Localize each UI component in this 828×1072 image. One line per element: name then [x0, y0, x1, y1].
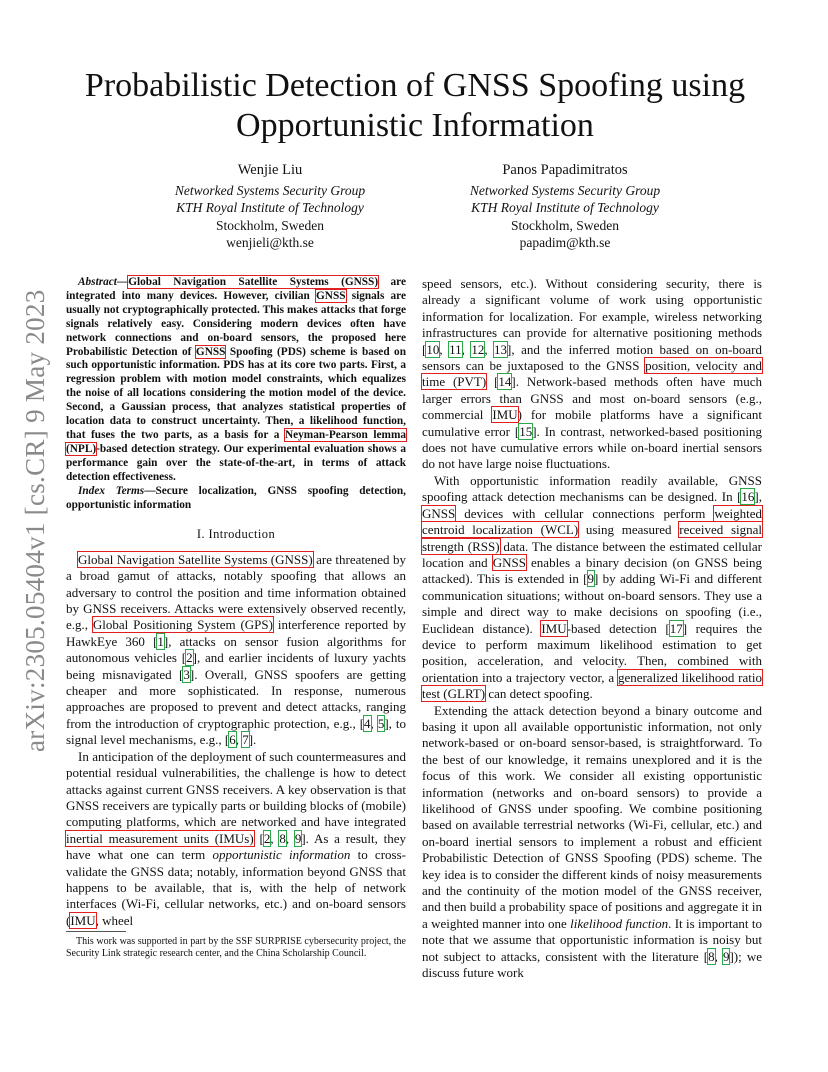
index-terms-label: Index Terms [78, 484, 145, 497]
paper-title: Probabilistic Detection of GNSS Spoofing using Opportunistic Information [84, 67, 746, 144]
citation-link[interactable]: 6 [229, 732, 236, 748]
citation-link[interactable]: 9 [294, 830, 302, 846]
emphasis-text: opportunistic information [212, 847, 351, 863]
arxiv-identifier[interactable]: arXiv:2305.05404v1 [cs.CR] 9 May 2023 [20, 289, 50, 752]
citation-link[interactable]: 3 [183, 666, 190, 682]
citation-link[interactable]: 12 [471, 341, 485, 357]
abstract-label: Abstract [78, 276, 117, 288]
citation-link[interactable]: 2 [263, 830, 271, 846]
citation-link[interactable]: 11 [449, 341, 462, 357]
abstract-text: signals are usually not cryptographically protected. This makes attacks that forge signals relatively easy. Considering modern devices often have network connections and on-board sensors, the proposed here Probabilistic Detection of [66, 289, 406, 358]
acronym-link-rss[interactable]: received signal strength (RSS) [422, 522, 763, 554]
body-text: . It is important to note that we assume that opportunistic information is noisy but not subject to attacks, consistent with the literature [ [422, 915, 763, 964]
citation-link[interactable]: 9 [587, 571, 594, 587]
left-column [66, 276, 406, 929]
right-paragraph-2 [422, 473, 762, 703]
body-text: are threatened by a broad gamut of attacks, notably spoofing that allows an adversary to control the position and time information obtained by GNSS receivers. Attacks were extensively observed recently, e.g., [66, 551, 406, 633]
index-terms-text: —Secure localization, GNSS spoofing detection, opportunistic information [66, 484, 406, 511]
body-text: ] requires the device to perform maximum likelihood estimation to get position, acceleration, and velocity. Then, combined with orientation into a trajectory vector, a [422, 620, 762, 685]
body-text: ], to signal level mechanisms, e.g., [ [66, 715, 407, 748]
acronym-link-imu[interactable]: IMU [492, 407, 518, 423]
acronym-link-pvt[interactable]: position, velocity and time (PVT) [422, 358, 762, 390]
citation-link[interactable]: 14 [498, 374, 512, 390]
body-text: In anticipation of the deployment of such countermeasures and potential residual vulnerabilities, the challenge is how to detect attacks against current GNSS receivers. A key observation is that GNSS receivers are typically parts or building blocks of (mobile) computing platforms, which are networked and have integrated [66, 748, 406, 830]
body-text: ]); we discuss future work [422, 948, 763, 981]
section-heading: I. Introduction [196, 527, 276, 542]
body-text: ], and the inferred motion based on on-board sensors can be juxtaposed to the GNSS [422, 341, 763, 374]
body-text: ]. In contrast, networked-based positioning does not have cumulative errors while on-board inertial sensors do not have large noise fluctuations. [422, 423, 762, 472]
body-text: -based detection [ [566, 620, 670, 636]
citation-link[interactable]: 4 [364, 715, 371, 731]
body-text: ]. As a result, they have what one can term [66, 830, 406, 863]
author-institute: KTH Royal Institute of Technology [471, 200, 659, 215]
author-block-1 [120, 162, 420, 252]
abstract [66, 276, 406, 485]
author-location: Stockholm, Sweden [216, 217, 324, 233]
intro-paragraph-1: Global Navigation Satellite Systems (GNSS) are threatened by a broad gamut of attacks, notably spoofing that allows an adversary to control the position and time information obtained by GNSS receivers. Attacks were extensively observed recently, e.g., Global Positioning System (GPS) interference reported by HawkEye 360 [1], attacks on sensor fusion algorithms for autonomous vehicles [2], and earlier incidents of luxury yachts being misnavigated [3]. Overall, GNSS spoofers are getting cheaper and more sophisticated. In response, numerous approaches are proposed to prevent and detect attacks, ranging from the introduction of cryptographic protection, e.g., [4, 5], to signal level mechanisms, e.g., [6, 7]. [66, 551, 407, 748]
acronym-link-gnss[interactable]: GNSS [195, 345, 226, 358]
author-email[interactable]: wenjieli@kth.se [226, 235, 314, 250]
citation-link[interactable]: 17 [669, 620, 683, 636]
body-text: ) for mobile platforms have a significant cumulative error [ [422, 407, 762, 439]
acronym-link-gnss[interactable]: Global Navigation Satellite Systems (GNSS) [128, 276, 379, 288]
acronym-link-imu[interactable]: inertial measurement units (IMUs) [66, 830, 254, 846]
author-name: Wenjie Liu [237, 162, 303, 178]
citation-link[interactable]: 7 [242, 732, 249, 748]
acronym-link-imu[interactable]: IMU [70, 912, 96, 928]
citation-link[interactable]: 9 [722, 948, 730, 964]
body-text: devices with cellular connections perform [455, 505, 715, 521]
citation-link[interactable]: 2 [186, 650, 193, 666]
author-group: Networked Systems Security Group [174, 182, 366, 198]
acronym-link-gnss[interactable]: GNSS [492, 554, 526, 570]
acronym-link-gnss[interactable]: GNSS [316, 289, 346, 302]
body-text: , wheel [95, 912, 134, 928]
right-paragraph-3: Extending the attack detection beyond a binary outcome and basing it upon all available opportunistic information, not only network-based or on-board sensor-based, is straightforward. To the best of our knowledge, it remains unexplored and it is the focus of this work. We consider all existing opportunistic information (networks and on-board sensors) to provide a likelihood of GNSS under spoofing. We combine positioning based on available terrestrial networks (Wi-Fi, cellular, etc.) and on-board inertial sensors to implement a robust and efficient Probabilistic Detection of GNSS Spoofing (PDS) scheme. The key idea is to consider the different kinds of noisy measurements and the continuity of the motion model of the GNSS receiver, and then build a probability space of positions and aggregate it in a weighted manner into one likelihood function. It is important to note that we assume that opportunistic information is noisy but not subject to attacks, consistent with the literature [8, 9]); we discuss future work [422, 702, 763, 981]
body-text: With opportunistic information readily available, GNSS spoofing attack detection mechanisms can be designed. In [ [422, 472, 762, 505]
abstract-text: Spoofing (PDS) scheme is based on such opportunistic information. PDS has at its core two parts. First, a regression problem with motion model constraints, which equalizes the noise of all locations considering the motion model of the device. Second, a Gaussian process, that analyzes statistical properties of location data to construct uncertainty. Then, a likelihood function, that fuses the two parts, as a basis for a [66, 345, 406, 441]
body-text: [ [253, 830, 264, 846]
intro-paragraph-2: In anticipation of the deployment of such countermeasures and potential residual vulnerabilities, the challenge is how to detect attacks against current GNSS receivers. A key observation is that GNSS receivers are typically parts or building blocks of (mobile) computing platforms, which are networked and have integrated inertial measurement units (IMUs) [2, 8, 9]. As a result, they have what one can term opportunistic information to cross-validate the GNSS data; notably, information beyond GNSS that happens to be available, that is, with the help of network interfaces (Wi-Fi, cellular networks, etc.) and on-board sensors (IMU, wheel [66, 748, 406, 928]
author-location: Stockholm, Sweden [511, 217, 619, 233]
acronym-link-glrt[interactable]: generalized likelihood ratio test (GLRT) [422, 669, 762, 702]
body-text: speed sensors, etc.). Without considering security, there is already a significant volume of work using opportunistic information for localization. For example, wireless networking infrastructures can provide for alternative positioning methods [ [422, 276, 762, 357]
acronym-link-npl[interactable]: Neyman-Pearson lemma (NPL) [66, 428, 407, 455]
acronym-link-gps[interactable]: Global Positioning System (GPS) [92, 617, 273, 633]
citation-link[interactable]: 5 [377, 715, 385, 731]
citation-link[interactable]: 8 [279, 830, 286, 846]
footnote: This work was supported in part by the SSF SURPRISE cybersecurity project, the Security Link strategic research center, and the China Scholarship Council. [66, 936, 406, 959]
author-email[interactable]: papadim@kth.se [519, 235, 611, 250]
body-text: ], attacks on sensor fusion algorithms for autonomous vehicles [ [66, 633, 406, 666]
citation-link[interactable]: 1 [157, 633, 164, 649]
body-text: interference reported by HawkEye 360 [ [66, 617, 406, 649]
right-paragraph-1: speed sensors, etc.). Without considering security, there is already a significant volume of work using opportunistic information for localization. For example, wireless networking infrastructures can provide for alternative positioning methods [10, 11, 12, 13], and the inferred motion based on on-board sensors can be juxtaposed to the GNSS position, velocity and time (PVT) [14]. Network-based methods often have much larger errors than GNSS and most on-board sensors (e.g., commercial IMU) for mobile platforms have a significant cumulative error [15]. In contrast, networked-based positioning does not have cumulative errors while on-board inertial sensors do not have large noise fluctuations. [422, 276, 763, 472]
body-text: ], and earlier incidents of luxury yachts being misnavigated [ [66, 650, 406, 682]
acronym-link-imu[interactable]: IMU [541, 620, 567, 636]
citation-link[interactable]: 16 [741, 489, 755, 505]
acronym-link-gnss[interactable]: GNSS [422, 505, 456, 521]
body-text: [ [486, 374, 499, 390]
abstract-text: — [116, 276, 129, 288]
right-column [422, 276, 762, 981]
body-text: data. The distance between the estimated cellular location and [422, 538, 762, 570]
index-terms [66, 485, 406, 513]
body-text: can detect spoofing. [485, 686, 593, 702]
citation-link[interactable]: 10 [426, 341, 440, 357]
citation-link[interactable]: 13 [494, 341, 508, 357]
emphasis-text: likelihood function [570, 915, 669, 931]
body-text: ]. Network-based methods often have much larger errors than GNSS and most on-board sensors (e.g., commercial [422, 374, 762, 423]
acronym-link-gnss[interactable]: Global Navigation Satellite Systems (GNSS) [78, 551, 313, 567]
citation-link[interactable]: 8 [708, 948, 715, 964]
body-text: ], [754, 489, 762, 505]
body-text: ]. Overall, GNSS spoofers are getting cheaper and more sophisticated. In response, numerous approaches are proposed to prevent and detect attacks, ranging from the introduction of cryptographic protection, e.g., [ [66, 666, 406, 731]
body-text: ] by adding Wi-Fi and different communication situations; without on-board sensors. They use a simple and direct way to make decisions on spoofing (i.e., Euclidean distance). [422, 571, 762, 636]
author-group: Networked Systems Security Group [469, 182, 661, 198]
body-text: enables a binary decision (on GNSS being attacked). This is extended in [ [422, 554, 762, 587]
author-block-2 [415, 162, 715, 252]
body-text: using measured [578, 522, 680, 538]
body-text: Extending the attack detection beyond a binary outcome and basing it upon all available opportunistic information, not only network-based or on-board sensor-based, is straightforward. To the best of our knowledge, it remains unexplored and it is the focus of this work. We consider all existing opportunistic information (networks and on-board sensors) to provide a likelihood of GNSS under spoofing. We combine positioning based on available terrestrial networks (Wi-Fi, cellular, etc.) and on-board inertial sensors to implement a robust and efficient Probabilistic Detection of GNSS Spoofing (PDS) scheme. The key idea is to consider the different kinds of noisy measurements and the continuity of the motion model of the GNSS receiver, and then build a probability space of positions and aggregate it in a weighted manner into one [422, 702, 762, 931]
footnote-rule [66, 931, 126, 932]
acronym-link-wcl[interactable]: weighted centroid localization (WCL) [422, 505, 762, 538]
body-text: ]. [248, 732, 257, 748]
body-text: to cross-validate the GNSS data; notably, information beyond GNSS that happens to be available, that is, with the help of network interfaces (Wi-Fi, cellular networks, etc.) and on-board sensors ( [66, 847, 406, 928]
abstract-text: -based detection strategy. Our experimental evaluation shows a performance gain over the state-of-the-art, in terms of attack detection effectiveness. [66, 442, 406, 483]
author-institute: KTH Royal Institute of Technology [176, 200, 364, 215]
citation-link[interactable]: 15 [519, 423, 533, 439]
author-name: Panos Papadimitratos [502, 162, 628, 178]
abstract-text: are integrated into many devices. However, civilian [66, 276, 406, 302]
